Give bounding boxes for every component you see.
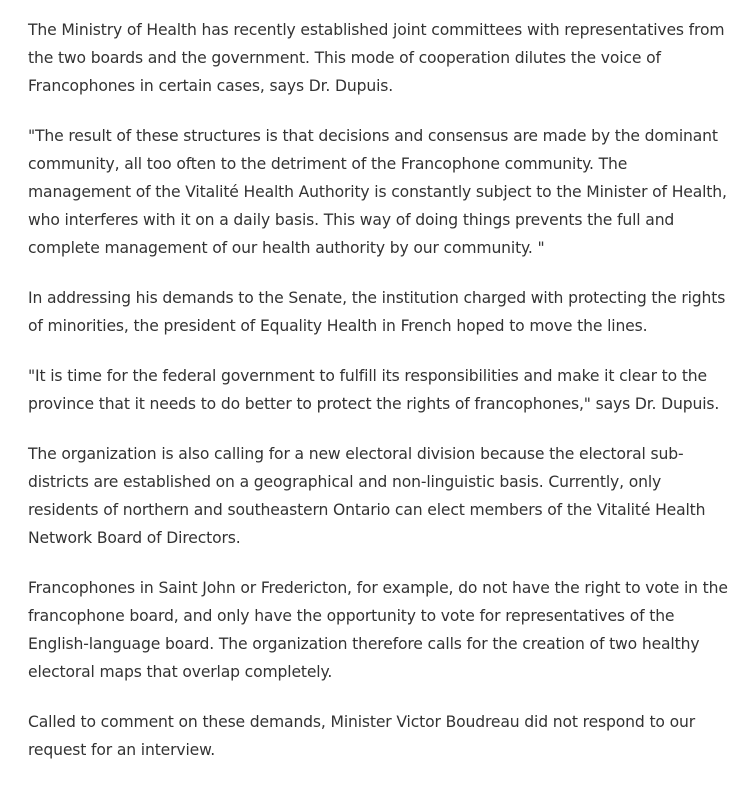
article-paragraph: The Ministry of Health has recently established joint committees with representatives from the two boards and the government. This mode of cooperation dilutes the voice of Francophones in certain cases, says Dr. Dupuis. xyxy=(28,21,725,95)
article-paragraph: "It is time for the federal government to fulfill its responsibilities and make it clear to the province that it needs to do better to protect the rights of francophones," says Dr. Dupuis. xyxy=(28,367,720,413)
article-paragraph: "The result of these structures is that decisions and consensus are made by the dominant community, all too often to the detriment of the Francophone community. The management of the Vitalité Health Authority is constantly subject to the Minister of Health, who interferes with it on a daily basis. This way of doing things prevents the full and complete management of our health authority by our community. " xyxy=(28,127,727,257)
article-paragraph: In addressing his demands to the Senate, the institution charged with protecting the rights of minorities, the president of Equality Health in French hoped to move the lines. xyxy=(28,289,726,335)
article-body xyxy=(28,16,728,764)
article-paragraph: The organization is also calling for a new electoral division because the electoral sub-districts are established on a geographical and non-linguistic basis. Currently, only residents of northern and southeastern Ontario can elect members of the Vitalité Health Network Board of Directors. xyxy=(28,445,706,547)
article-paragraph: Francophones in Saint John or Fredericton, for example, do not have the right to vote in the francophone board, and only have the opportunity to vote for representatives of the English-language board. The organization therefore calls for the creation of two healthy electoral maps that overlap completely. xyxy=(28,579,728,681)
article-paragraph: Called to comment on these demands, Minister Victor Boudreau did not respond to our request for an interview. xyxy=(28,713,695,759)
